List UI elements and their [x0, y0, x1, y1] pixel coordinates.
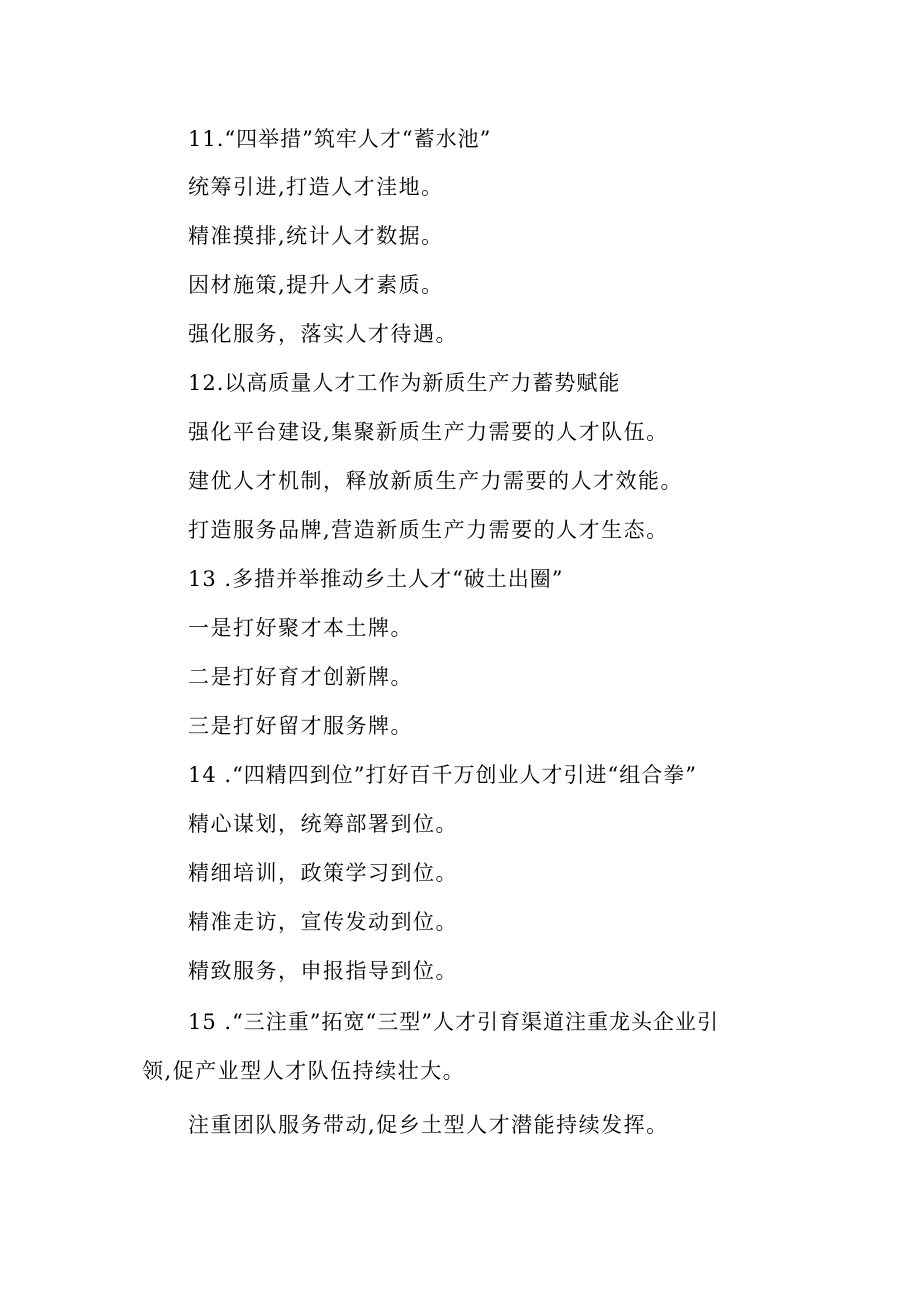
section-13-heading: 13 .多措并举推动乡土人才“破土出圈” — [188, 567, 564, 591]
section-11-item-1: 统筹引进,打造人才洼地。 — [188, 175, 444, 199]
section-12-heading: 12.以高质量人才工作为新质生产力蓄势赋能 — [188, 371, 621, 395]
section-14-item-1: 精心谋划，统筹部署到位。 — [188, 812, 458, 836]
section-12-item-2: 建优人才机制，释放新质生产力需要的人才效能。 — [188, 469, 683, 493]
section-13-item-1: 一是打好聚才本土牌。 — [188, 616, 413, 640]
section-13-item-3: 三是打好留才服务牌。 — [188, 714, 413, 738]
section-15-heading: 15 .“三注重”拓宽“三型”人才引育渠道注重龙头企业引 — [188, 1010, 720, 1034]
section-11-item-4: 强化服务，落实人才待遇。 — [188, 322, 458, 346]
section-15-item-1: 注重团队服务带动,促乡土型人才潜能持续发挥。 — [188, 1113, 669, 1137]
section-15-heading-continued: 领,促产业型人才队伍持续壮大。 — [142, 1059, 466, 1083]
section-14-item-2: 精细培训，政策学习到位。 — [188, 861, 458, 885]
section-12-item-3: 打造服务品牌,营造新质生产力需要的人才生态。 — [188, 518, 669, 542]
section-14-heading: 14 .“四精四到位”打好百千万创业人才引进“组合拳” — [188, 763, 698, 787]
section-11-heading: 11.“四举措”筑牢人才“蓄水池” — [188, 127, 492, 151]
section-14-item-3: 精准走访，宣传发动到位。 — [188, 910, 458, 934]
section-12-item-1: 强化平台建设,集聚新质生产力需要的人才队伍。 — [188, 420, 669, 444]
section-11-item-2: 精准摸排,统计人才数据。 — [188, 224, 444, 248]
section-11-item-3: 因材施策,提升人才素质。 — [188, 273, 444, 297]
section-13-item-2: 二是打好育才创新牌。 — [188, 665, 413, 689]
section-14-item-4: 精致服务，申报指导到位。 — [188, 959, 458, 983]
